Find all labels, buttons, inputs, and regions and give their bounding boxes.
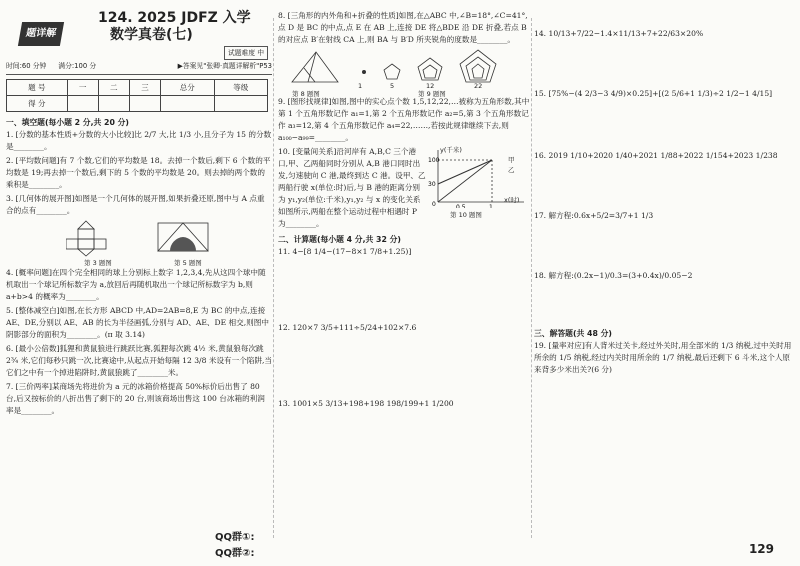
question-15: 15. [75%−(4 2/3−3 4/9)×0.25]+[(2 5/6+1 1/3)÷2 1/2−1 4/15] <box>534 89 773 98</box>
question-1: 1. [分数的基本性质+分数的大小比较]比 2/7 大,比 1/3 小,且分子为 15 的分数是________。 <box>6 130 272 151</box>
section-fill-in: 一、填空题(每小题 2 分,共 20 分) <box>6 118 129 127</box>
exam-subtitle: 数学真卷(七) <box>110 27 193 43</box>
question-9: 9. [图形找规律]如图,图中的实心点个数 1,5,12,22,…被称为五角形数,其中第 1 个五角形数记作 a₁=1,第 2 个五角形数记作 a₂=5,第 3 个五角形数记作 a₃=12,第 4 个五角形数记作 a₄=22,……,若按此规律继续下去,则 a₁₀₀−a₉₉=________。 <box>278 97 530 142</box>
figure-5-label: 第 5 题图 <box>174 259 202 267</box>
question-12: 12. 120×7 3/5+111÷5/24+102×7.6 <box>278 323 417 332</box>
legend-jia: 甲 <box>508 156 515 164</box>
question-11: 11. 4−[8 1/4−(17−8×1 7/8+1.25)] <box>278 247 412 256</box>
figure-9-label: 第 9 题图 <box>418 90 446 98</box>
question-17: 17. 解方程:0.6x+5/2=3/7+1 1/3 <box>534 211 654 220</box>
figure-10-label: 第 10 题图 <box>450 211 482 219</box>
question-2: 2. [平均数问题]有 7 个数,它们的平均数是 18。去掉一个数后,剩下 6 个数的平均数是 19;再去掉一个数后,剩下的 5 个数的平均数是 20。则去掉的两个数的乘积是________。 <box>6 156 271 189</box>
exam-score: 满分:100 分 <box>58 62 97 70</box>
axis-tick: 1 <box>489 204 493 208</box>
table-cell: 总分 <box>161 80 214 96</box>
pentagon-count: 1 <box>358 82 363 90</box>
exam-time: 时间:60 分钟 <box>6 62 47 70</box>
pentagon-count: 12 <box>426 82 435 90</box>
figure-3-label: 第 3 题图 <box>84 259 112 267</box>
exam-info-bar <box>6 58 272 75</box>
pentagon-count: 5 <box>390 82 395 90</box>
y-axis-label: y(千米) <box>440 146 462 154</box>
table-cell[interactable] <box>98 96 129 112</box>
question-8: 8. [三角形的内外角和+折叠的性质]如图,在△ABC 中,∠B=18°,∠C=41°,点 D 是 BC 的中点,点 E 在 AB 上,连接 DE 将△BDE 沿 DE 折叠,若点 B 的对应点 B′在射线 CA 上,则 BA 与 B′D 所夹锐角的度数是________。 <box>278 11 528 44</box>
score-table <box>6 79 268 112</box>
table-cell: 等级 <box>214 80 268 96</box>
figure-8-label: 第 8 题图 <box>292 90 320 98</box>
section-calculation: 二、计算题(每小题 4 分,共 32 分) <box>278 235 401 244</box>
table-cell[interactable] <box>161 96 214 112</box>
question-14: 14. 10/13+7/22−1.4×11/13+7+22/63×20% <box>534 29 704 38</box>
x-axis-label: x(时) <box>504 196 520 204</box>
question-6: 6. [最小公倍数]狐狸和黄鼠狼进行跳跃比赛,狐狸每次跳 4½ 米,黄鼠狼每次跳 2¾ 米,它们每秒只跳一次,比赛途中,从起点开始每隔 12 3/8 米设有一个陷阱,当它们之中有一个掉进陷阱时,黄鼠狼跳了________米。 <box>6 344 273 377</box>
table-cell: 一 <box>67 80 98 96</box>
question-19: 19. [量率对应]有人背米过关卡,经过外关时,用全部米的 1/3 纳税,过中关时用所余的 1/5 纳税,经过内关时用所余的 1/7 纳税,最后还剩下 6 斗米,这个人原来背多少米出关?(6 分) <box>534 341 792 374</box>
table-cell: 三 <box>129 80 160 96</box>
table-cell: 二 <box>98 80 129 96</box>
triangle-fold-diagram <box>288 48 342 86</box>
question-13: 13. 1001×5 3/13+198+198 198/199+1 1/200 <box>278 399 454 408</box>
qq-group-2: QQ群②: <box>215 548 255 559</box>
difficulty-label: 试题难度 <box>227 49 256 57</box>
exam-header <box>6 10 272 58</box>
score-table-row <box>7 96 268 112</box>
rectangle-shaded-diagram <box>156 219 216 257</box>
answer-reference: ▶答案见"张卿·真题详解析"P53 <box>177 62 272 70</box>
question-7: 7. [三价两率]某商场先将进价为 a 元的冰箱价格提高 50%标价后出售了 80 台,后又按标价的八折出售了剩下的 20 台,则该商场出售这 100 台冰箱的利润率是________。 <box>6 382 265 415</box>
net-diagram <box>66 219 126 257</box>
difficulty-value: 中 <box>257 49 264 57</box>
section-answer: 三、解答题(共 48 分) <box>534 329 612 338</box>
logo-badge: 题详解 <box>18 22 64 46</box>
page-number: 129 <box>748 542 774 556</box>
column-left <box>6 10 272 419</box>
axis-tick: 0 <box>432 201 436 208</box>
question-4: 4. [概率问题]在四个完全相同的球上分别标上数字 1,2,3,4,先从这四个球中随机取出一个球记所标数字为 a,放回后再随机取出一个球记所标数字为 b,则 a+b>4 的概率为________。 <box>6 268 266 301</box>
table-cell: 题 号 <box>7 80 68 96</box>
column-divider <box>273 18 274 538</box>
question-5: 5. [整体减空白]如图,在长方形 ABCD 中,AD=2AB=8,E 为 BC 的中点,连接 AE、DE,分别以 AE、AB 的长为半径画弧,分别与 AD、AE、DE 相交,则图中阴影部分的面积为________。(π 取 3.14) <box>6 306 269 339</box>
question-10: 10. [变量间关系]沿河岸有 A,B,C 三个港口,甲、乙两船同时分别从 A,B 港口同时出发,匀速驶向 C 港,最终到达 C 港。设甲、乙两船行驶 x(单位:时)后,与 B 港的距离分别为 y₁,y₂(单位:千米),y₁,y₂ 与 x 的变化关系如图所示,两船在整个运动过程中相遇时 P 为________。 <box>278 147 426 228</box>
axis-tick: 30 <box>428 181 436 188</box>
column-right <box>534 10 796 378</box>
legend-yi: 乙 <box>508 166 515 174</box>
score-table-header <box>7 80 268 96</box>
table-cell[interactable] <box>129 96 160 112</box>
axis-tick: 0.5 <box>456 204 466 208</box>
qq-group-1: QQ群①: <box>215 532 255 543</box>
figures-row-8-9 <box>278 48 530 96</box>
question-18: 18. 解方程:(0.2x−1)/0.3=(3+0.4x)/0.05−2 <box>534 271 693 280</box>
question-16: 16. 2019 1/10+2020 1/40+2021 1/88+2022 1/154+2023 1/238 <box>534 151 778 160</box>
table-cell: 得 分 <box>7 96 68 112</box>
table-cell[interactable] <box>214 96 268 112</box>
pentagon-count: 22 <box>474 82 483 90</box>
figures-row-3-5 <box>6 219 272 267</box>
exam-title: 124. 2025 JDFZ 入学 <box>98 10 251 26</box>
column-divider <box>531 18 532 538</box>
column-middle <box>278 10 530 412</box>
question-3: 3. [几何体的展开图]如图是一个几何体的展开图,如果折叠还原,图中与 A 点重合的点有________。 <box>6 194 265 215</box>
axis-tick: 100 <box>428 157 440 164</box>
figure-10 <box>428 146 528 218</box>
table-cell[interactable] <box>67 96 98 112</box>
